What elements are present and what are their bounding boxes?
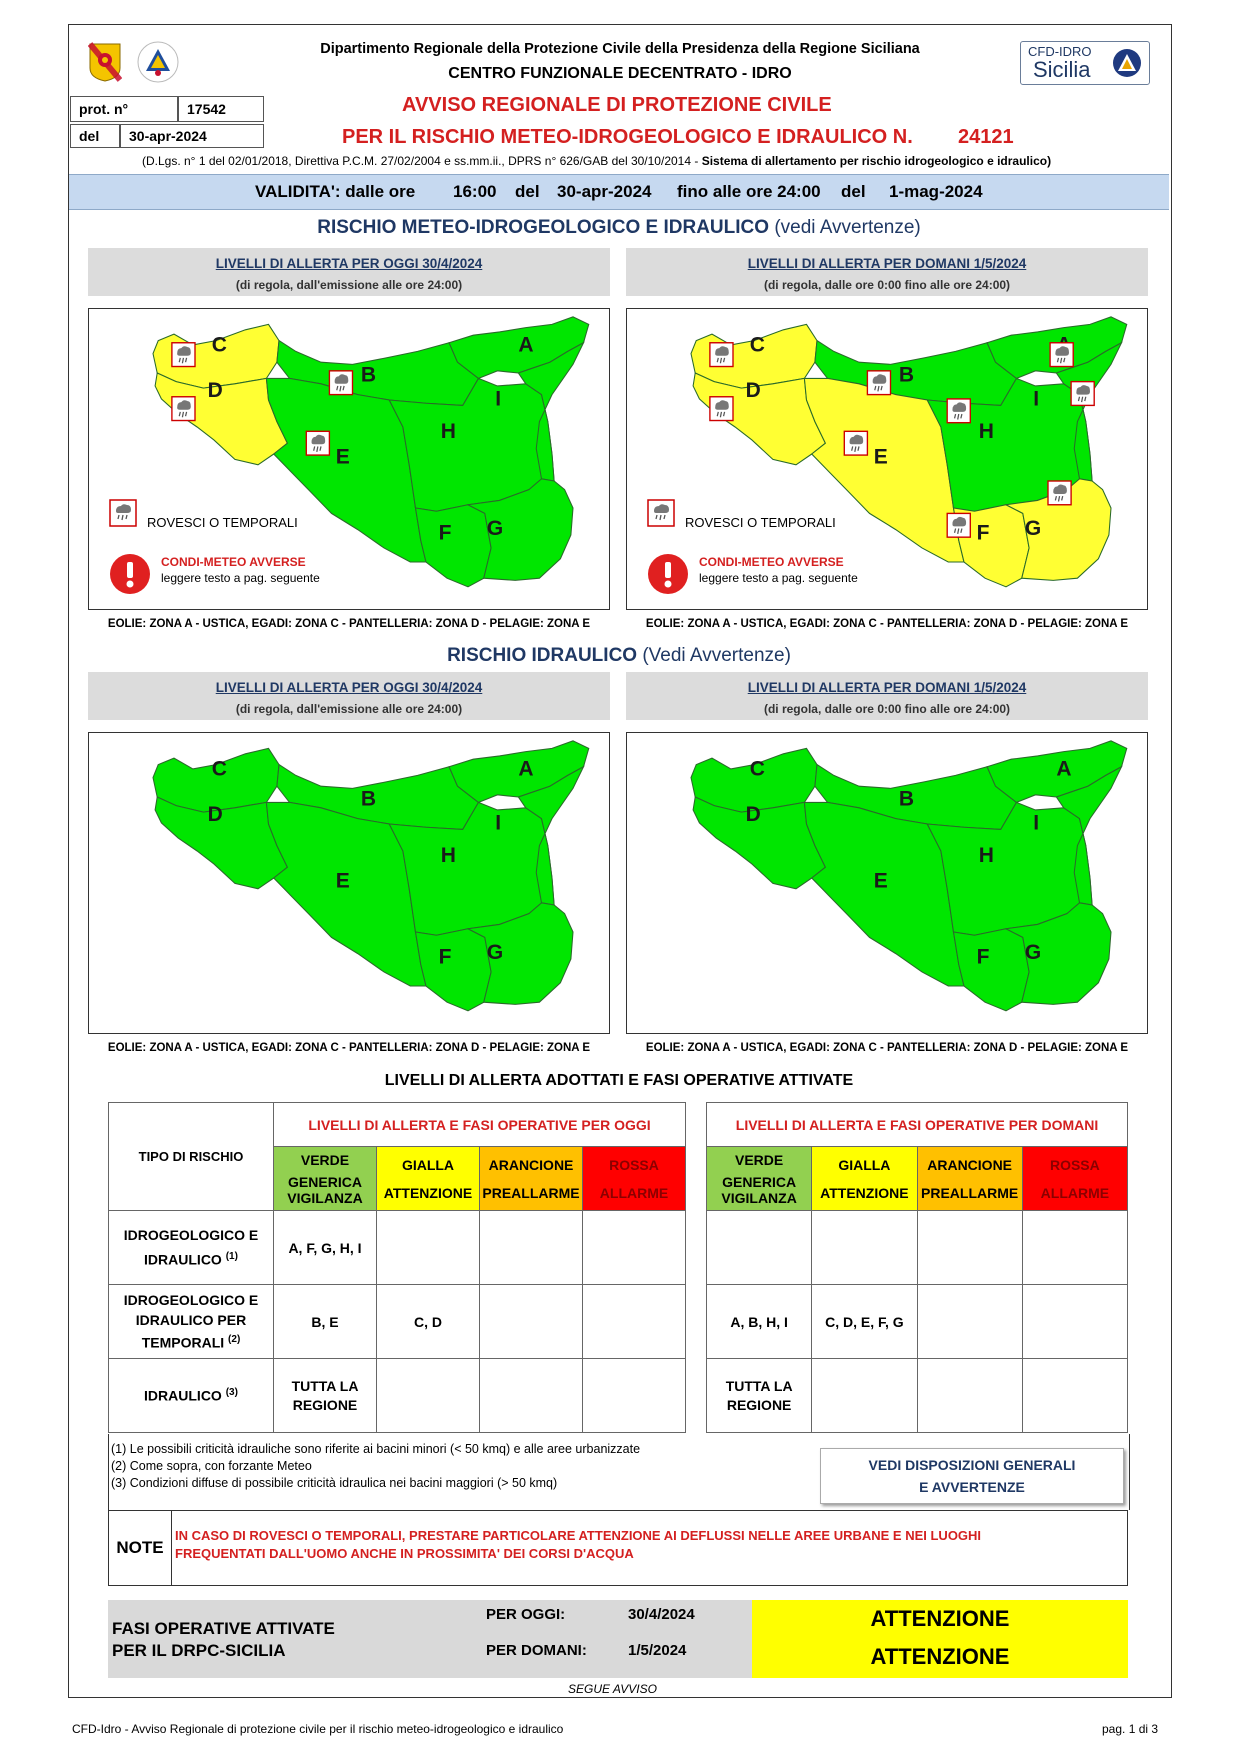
cell <box>707 1211 812 1285</box>
cell <box>1022 1285 1127 1359</box>
vedi-line-2: E AVVERTENZE <box>919 1479 1025 1495</box>
level-phase: ALLARME <box>599 1184 669 1201</box>
table-row <box>109 1359 686 1433</box>
fasi-domani-phase: ATTENZIONE <box>870 1644 1010 1669</box>
islands-note: EOLIE: ZONA A - USTICA, EGADI: ZONA C - PANTELLERIA: ZONA D - PELAGIE: ZONA E <box>107 1042 591 1054</box>
protezione-civile-logo <box>136 40 180 84</box>
zone-f <box>416 505 492 587</box>
zone-label-b: B <box>898 786 915 811</box>
cfd-logo-top: CFD-IDRO <box>1028 44 1092 59</box>
zone-label-d: D <box>745 801 761 826</box>
note-label: NOTE <box>109 1511 172 1585</box>
zone-label-f: F <box>438 944 452 969</box>
storm-icon <box>947 399 970 423</box>
cell: C, D <box>377 1285 480 1359</box>
alerts-today-table <box>108 1102 686 1433</box>
adverse-legend-sub: leggere testo a pag. seguente <box>161 571 320 585</box>
storm-icon <box>172 343 195 367</box>
met-today-title: LIVELLI DI ALLERTA PER OGGI 30/4/2024 <box>215 256 483 271</box>
legal-reference <box>142 154 1142 168</box>
zone-label-h: H <box>440 842 456 867</box>
zone-label-d: D <box>207 801 223 826</box>
zone-label-g: G <box>486 939 504 965</box>
validity-until: fino alle ore 24:00 <box>677 182 821 201</box>
cell <box>917 1285 1022 1359</box>
level-arancione <box>480 1147 583 1211</box>
level-name: GIALLA <box>838 1156 891 1173</box>
row-label <box>109 1285 274 1359</box>
oggi-header: LIVELLI DI ALLERTA E FASI OPERATIVE PER OGGI <box>274 1103 686 1147</box>
alert-number: 24121 <box>958 126 1014 148</box>
zone-label-d: D <box>745 377 761 402</box>
validity-del-2: del <box>841 182 866 201</box>
zone-f <box>954 929 1030 1011</box>
validity-to-date: 1-mag-2024 <box>889 182 983 201</box>
section-met-suffix: (vedi Avvertenze) <box>774 217 921 238</box>
alerts-tomorrow-table <box>706 1102 1128 1433</box>
centre-name: CENTRO FUNZIONALE DECENTRATO - IDRO <box>448 65 792 82</box>
warning-icon <box>647 553 689 595</box>
level-name: ROSSA <box>609 1156 659 1173</box>
zone-label-g: G <box>486 515 504 541</box>
storm-legend-label: ROVESCI O TEMPORALI <box>685 515 836 530</box>
adverse-legend-label: CONDI-METEO AVVERSE <box>161 555 306 569</box>
hyd-today-header <box>88 672 610 720</box>
zone-label-h: H <box>440 418 456 443</box>
met-today-header <box>88 248 610 296</box>
level-name: ARANCIONE <box>488 1156 574 1173</box>
footnote-1: (1) Le possibili criticità idrauliche sono riferite ai bacini minori (< 50 kmq) e alle aree urbanizzate <box>111 1442 641 1456</box>
storm-icon <box>329 371 352 395</box>
section-hyd-title-text: RISCHIO IDRAULICO <box>447 645 638 666</box>
storm-icon <box>947 513 970 537</box>
storm-icon <box>172 397 195 421</box>
cell: TUTTA LA REGIONE <box>707 1359 812 1433</box>
hyd-tomorrow-sub: (di regola, dalle ore 0:00 fino alle ore 24:00) <box>763 702 1011 716</box>
level-rossa <box>583 1147 686 1211</box>
prot-label: prot. n° <box>70 96 178 122</box>
table-row <box>707 1359 1128 1433</box>
level-name: GIALLA <box>401 1156 455 1173</box>
adverse-legend-label: CONDI-METEO AVVERSE <box>699 555 844 569</box>
del-value: 30-apr-2024 <box>120 124 264 148</box>
cell <box>480 1211 583 1285</box>
cell <box>812 1211 917 1285</box>
zone-label-e: E <box>873 868 888 893</box>
storm-icon <box>1050 343 1073 367</box>
fasi-domani-label: PER DOMANI: <box>486 1642 587 1659</box>
storm-icon <box>1071 382 1094 406</box>
fasi-domani-date: 1/5/2024 <box>628 1642 687 1659</box>
level-phase: ATTENZIONE <box>383 1184 473 1201</box>
level-phase: PREALLARME <box>482 1184 580 1201</box>
level-gialla <box>812 1147 917 1211</box>
tipo-header: TIPO DI RISCHIO <box>109 1103 274 1211</box>
prot-value: 17542 <box>178 96 264 122</box>
met-tomorrow-map <box>626 308 1148 610</box>
storm-legend-label: ROVESCI O TEMPORALI <box>147 515 298 530</box>
zone-label-b: B <box>898 362 915 387</box>
fasi-oggi-date: 30/4/2024 <box>628 1606 695 1623</box>
footnotes <box>111 1441 640 1492</box>
level-phase: PREALLARME <box>921 1184 1019 1201</box>
table-row <box>109 1211 686 1285</box>
section-met-title-text: RISCHIO METEO-IDROGEOLOGICO E IDRAULICO <box>317 217 770 238</box>
zone-label-i: I <box>1033 810 1040 835</box>
validity-bar <box>69 174 1169 210</box>
footer-right: pag. 1 di 3 <box>1102 1722 1159 1736</box>
domani-header: LIVELLI DI ALLERTA E FASI OPERATIVE PER DOMANI <box>707 1103 1128 1147</box>
row-sup: (3) <box>225 1387 238 1399</box>
islands-note: EOLIE: ZONA A - USTICA, EGADI: ZONA C - PANTELLERIA: ZONA D - PELAGIE: ZONA E <box>645 618 1129 630</box>
met-tomorrow-sub: (di regola, dalle ore 0:00 fino alle ore 24:00) <box>763 278 1011 292</box>
vedi-line-1: VEDI DISPOSIZIONI GENERALI <box>868 1457 1076 1473</box>
hyd-today-map <box>88 732 610 1034</box>
cell <box>812 1359 917 1433</box>
met-tomorrow-header <box>626 248 1148 296</box>
zone-label-g: G <box>1024 515 1042 541</box>
table-row <box>707 1211 1128 1285</box>
alert-title-1: AVVISO REGIONALE DI PROTEZIONE CIVILE <box>402 94 832 116</box>
alerts-title: LIVELLI DI ALLERTA ADOTTATI E FASI OPERATIVE ATTIVATE <box>384 1072 854 1089</box>
cell <box>917 1359 1022 1433</box>
note-row <box>108 1510 1128 1586</box>
fasi-label <box>112 1618 335 1662</box>
zone-label-a: A <box>518 332 534 357</box>
level-phase: GENERICA VIGILANZA <box>287 1173 363 1206</box>
level-name: ARANCIONE <box>927 1156 1013 1173</box>
del-label: del <box>70 124 120 148</box>
cell <box>917 1211 1022 1285</box>
level-verde <box>274 1147 377 1211</box>
zone-label-c: C <box>211 332 227 357</box>
row-label <box>109 1211 274 1285</box>
hyd-today-sub: (di regola, dall'emissione alle ore 24:00) <box>235 702 463 716</box>
vedi-avvertenze-button[interactable] <box>820 1448 1124 1504</box>
storm-icon <box>710 343 733 367</box>
note-text <box>175 1527 981 1563</box>
storm-icon <box>867 371 890 395</box>
zone-label-h: H <box>978 418 994 443</box>
zone-label-h: H <box>978 842 994 867</box>
level-gialla <box>377 1147 480 1211</box>
footnote-3: (3) Condizioni diffuse di possibile criticità idraulica nei bacini maggiori (> 50 kmq) <box>111 1476 558 1490</box>
level-name: VERDE <box>300 1151 350 1168</box>
zone-label-f: F <box>438 520 452 545</box>
cell <box>480 1285 583 1359</box>
cfd-logo-icon <box>1111 47 1143 79</box>
cell: A, F, G, H, I <box>274 1211 377 1285</box>
zone-label-a: A <box>1056 756 1072 781</box>
zone-label-c: C <box>749 332 765 357</box>
storm-icon <box>1048 481 1071 505</box>
table-row <box>109 1285 686 1359</box>
cell <box>583 1359 686 1433</box>
storm-legend-icon <box>109 499 137 527</box>
legal-plain: (D.Lgs. n° 1 del 02/01/2018, Direttiva P.C.M. 27/02/2004 e ss.mm.ii., DPRS n° 626/GAB del 30/10/2014 - <box>142 154 702 168</box>
validity-del-1: del <box>515 182 540 201</box>
footer-left: CFD-Idro - Avviso Regionale di protezione civile per il rischio meteo-idrogeologico e idraulico <box>72 1722 564 1736</box>
level-verde <box>707 1147 812 1211</box>
hyd-today-title: LIVELLI DI ALLERTA PER OGGI 30/4/2024 <box>215 680 483 695</box>
cell <box>377 1359 480 1433</box>
region-logo <box>88 42 122 82</box>
zone-label-a: A <box>518 756 534 781</box>
dept-name: Dipartimento Regionale della Protezione Civile della Presidenza della Regione Siciliana <box>320 41 920 57</box>
level-rossa <box>1022 1147 1127 1211</box>
met-today-map <box>88 308 610 610</box>
met-today-sub: (di regola, dall'emissione alle ore 24:00) <box>235 278 463 292</box>
zone-label-e: E <box>335 444 350 469</box>
zone-label-c: C <box>211 756 227 781</box>
zone-label-i: I <box>495 810 502 835</box>
hyd-tomorrow-header <box>626 672 1148 720</box>
storm-icon <box>710 397 733 421</box>
warning-icon <box>109 553 151 595</box>
islands-note: EOLIE: ZONA A - USTICA, EGADI: ZONA C - PANTELLERIA: ZONA D - PELAGIE: ZONA E <box>645 1042 1129 1054</box>
alert-title-2: PER IL RISCHIO METEO-IDROGEOLOGICO E IDRAULICO N. <box>342 126 913 148</box>
level-phase: ALLARME <box>1040 1184 1110 1201</box>
validity-label: VALIDITA': dalle ore <box>255 182 416 201</box>
met-tomorrow-title: LIVELLI DI ALLERTA PER DOMANI 1/5/2024 <box>747 256 1027 271</box>
cfd-idro-logo <box>1020 41 1150 85</box>
segue-avviso: SEGUE AVVISO <box>568 1682 657 1696</box>
cell <box>583 1211 686 1285</box>
fasi-label-1: FASI OPERATIVE ATTIVATE <box>112 1619 335 1638</box>
cell <box>480 1359 583 1433</box>
row-label-text: IDRAULICO <box>144 1387 222 1404</box>
fasi-oggi-label: PER OGGI: <box>486 1606 566 1623</box>
validity-from-date: 30-apr-2024 <box>557 182 652 201</box>
storm-icon <box>306 431 329 455</box>
note-text-1: IN CASO DI ROVESCI O TEMPORALI, PRESTARE PARTICOLARE ATTENZIONE AI DEFLUSSI NELLE AREE URBANE E NEI LUOGHI <box>175 1528 982 1543</box>
zone-label-e: E <box>335 868 350 893</box>
fasi-label-2: PER IL DRPC-SICILIA <box>112 1641 286 1660</box>
cell <box>1022 1359 1127 1433</box>
hyd-tomorrow-title: LIVELLI DI ALLERTA PER DOMANI 1/5/2024 <box>747 680 1027 695</box>
row-sup: (1) <box>225 1251 238 1263</box>
cell: B, E <box>274 1285 377 1359</box>
zone-label-d: D <box>207 377 223 402</box>
zone-label-i: I <box>1033 386 1040 411</box>
validity-from-time: 16:00 <box>453 182 497 201</box>
row-label-text: IDROGEOLOGICO E IDRAULICO <box>123 1227 259 1268</box>
storm-icon <box>844 431 867 455</box>
zone-label-f: F <box>976 520 990 545</box>
zone-label-e: E <box>873 444 888 469</box>
zone-label-c: C <box>749 756 765 781</box>
zone-label-g: G <box>1024 939 1042 965</box>
level-arancione <box>917 1147 1022 1211</box>
cell: TUTTA LA REGIONE <box>274 1359 377 1433</box>
section-hyd-suffix: (Vedi Avvertenze) <box>642 645 791 666</box>
level-name: VERDE <box>735 1151 784 1168</box>
hyd-tomorrow-map <box>626 732 1148 1034</box>
cell <box>377 1211 480 1285</box>
table-row <box>707 1285 1128 1359</box>
cell <box>1022 1211 1127 1285</box>
cell: A, B, H, I <box>707 1285 812 1359</box>
zone-label-b: B <box>360 362 377 387</box>
footnote-2: (2) Come sopra, con forzante Meteo <box>111 1459 312 1473</box>
adverse-legend-sub: leggere testo a pag. seguente <box>699 571 858 585</box>
level-phase: ATTENZIONE <box>820 1184 909 1201</box>
storm-legend-icon <box>647 499 675 527</box>
zone-f <box>416 929 492 1011</box>
zone-label-f: F <box>976 944 990 969</box>
section-hyd-title <box>69 645 1169 667</box>
fasi-oggi-phase: ATTENZIONE <box>870 1606 1010 1631</box>
cell <box>583 1285 686 1359</box>
islands-note: EOLIE: ZONA A - USTICA, EGADI: ZONA C - PANTELLERIA: ZONA D - PELAGIE: ZONA E <box>107 618 591 630</box>
row-label <box>109 1359 274 1433</box>
level-name: ROSSA <box>1049 1156 1100 1173</box>
zone-label-b: B <box>360 786 377 811</box>
level-phase: GENERICA VIGILANZA <box>721 1173 797 1206</box>
legal-bold: Sistema di allertamento per rischio idrogeologico e idraulico) <box>701 154 1052 168</box>
cell: C, D, E, F, G <box>812 1285 917 1359</box>
section-met-title <box>69 217 1169 239</box>
row-sup: (2) <box>228 1334 241 1346</box>
note-text-2: FREQUENTATI DALL'UOMO ANCHE IN PROSSIMITA' DEI CORSI D'ACQUA <box>175 1546 634 1561</box>
zone-label-i: I <box>495 386 502 411</box>
cfd-logo-bottom: Sicilia <box>1033 57 1091 82</box>
row-label-text: IDROGEOLOGICO E IDRAULICO PER TEMPORALI <box>123 1292 259 1351</box>
